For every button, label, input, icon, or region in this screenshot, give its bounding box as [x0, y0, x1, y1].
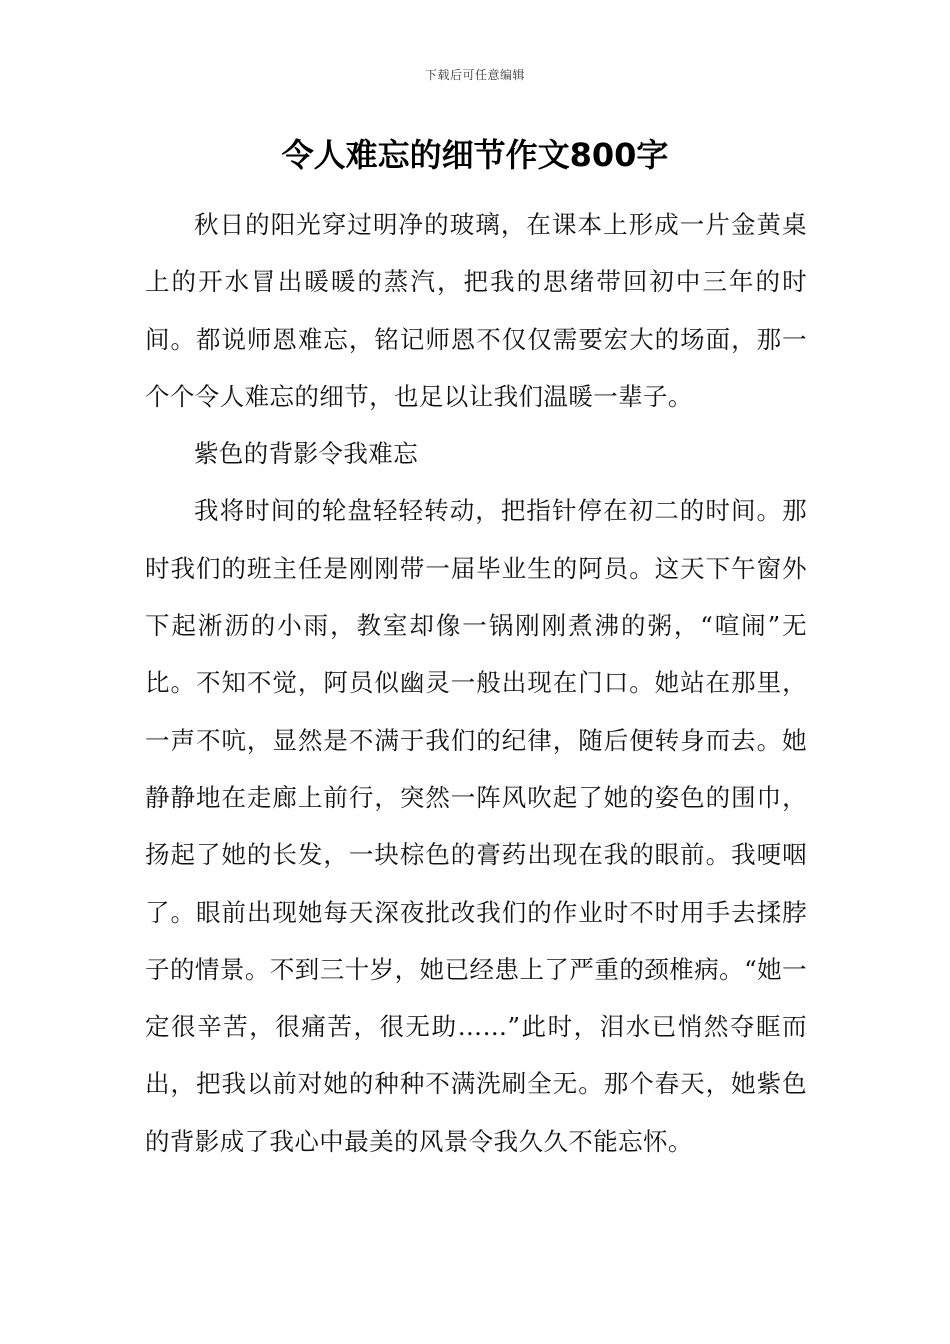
article-body	[145, 196, 807, 1170]
header-note: 下载后可任意编辑	[424, 68, 525, 82]
page-title: 令人难忘的细节作文800字	[281, 136, 669, 174]
paragraph-story: 我将时间的轮盘轻轻转动，把指针停在初二的时间。那时我们的班主任是刚刚带一届毕业生的阿员。这天下午窗外下起淅沥的小雨，教室却像一锅刚刚煮沸的粥，“喧闹”无比。不知不觉，阿员似幽灵一般出现在门口。她站在那里，一声不吭，显然是不满于我们的纪律，随后便转身而去。她静静地在走廊上前行，突然一阵风吹起了她的姿色的围巾，扬起了她的长发，一块棕色的膏药出现在我的眼前。我哽咽了。眼前出现她每天深夜批改我们的作业时不时用手去揉脖子的情景。不到三十岁，她已经患上了严重的颈椎病。“她一定很辛苦，很痛苦，很无助……”此时，泪水已悄然夺眶而出，把我以前对她的种种不满洗刷全无。那个春天，她紫色的背影成了我心中最美的风景令我久久不能忘怀。	[145, 496, 807, 1156]
section-heading: 紫色的背影令我难忘	[194, 439, 419, 469]
paragraph-intro: 秋日的阳光穿过明净的玻璃，在课本上形成一片金黄桌上的开水冒出暖暖的蒸汽，把我的思绪带回初中三年的时间。都说师恩难忘，铭记师恩不仅仅需要宏大的场面，那一个个令人难忘的细节，也足以让我们温暖一辈子。	[145, 210, 807, 411]
